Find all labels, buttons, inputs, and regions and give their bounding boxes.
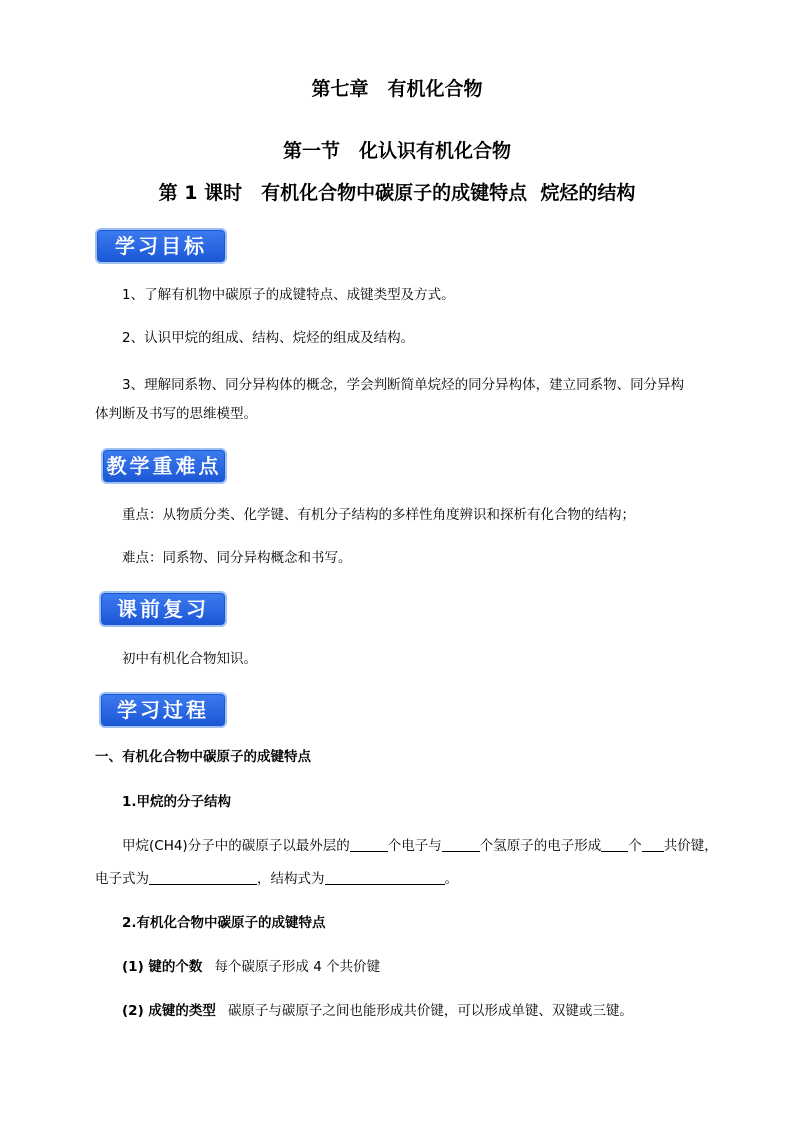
section-title: 第一节 化认识有机化合物 (282, 140, 511, 162)
key-points-label: 教学重难点 (101, 448, 227, 484)
process-heading-1: 一、有机化合物中碳原子的成键特点 (95, 749, 311, 765)
review-label: 课前复习 (99, 591, 227, 627)
blank-bond-type[interactable] (642, 837, 664, 852)
goal-item-3: 3、理解同系物、同分异构体的概念，学会判断简单烷烃的同分异构体，建立同系物、同分异构 (122, 377, 685, 393)
goal-item-2: 2、认识甲烷的组成、结构、烷烃的组成及结构。 (122, 330, 415, 346)
blank-electrons[interactable] (350, 837, 388, 852)
methane-text-7: ，结构式为 (257, 871, 325, 887)
methane-text-4: 个 (628, 838, 642, 854)
process-label: 学习过程 (99, 692, 227, 728)
methane-text-6: 电子式为 (95, 871, 149, 887)
bond-type-text: 碳原子与碳原子之间也能形成共价键，可以形成单键、双键或三键。 (227, 1003, 633, 1019)
bond-type-label: (2) 成键的类型 (122, 1003, 216, 1019)
goals-label: 学习目标 (95, 228, 227, 264)
review-text: 初中有机化合物知识。 (122, 651, 257, 667)
chapter-title: 第七章 有机化合物 (311, 78, 483, 100)
process-sub-2: 2.有机化合物中碳原子的成键特点 (122, 915, 326, 931)
methane-line-2 (95, 869, 458, 889)
difficult-point: 难点：同系物、同分异构概念和书写。 (122, 550, 352, 566)
blank-hydrogen-count[interactable] (442, 837, 480, 852)
bond-count-item (122, 957, 380, 977)
blank-bond-count[interactable] (601, 837, 628, 852)
lesson-title: 第 1 课时 有机化合物中碳原子的成键特点 烷烃的结构 (158, 182, 636, 204)
methane-line-1 (122, 836, 718, 856)
methane-text-5: 共价键， (663, 838, 718, 854)
blank-electron-formula[interactable] (149, 870, 257, 885)
process-sub-1: 1.甲烷的分子结构 (122, 794, 232, 810)
goal-item-1: 1、了解有机物中碳原子的成键特点、成键类型及方式。 (122, 287, 455, 303)
methane-text-2: 个电子与 (387, 838, 442, 854)
methane-text-3: 个氢原子的电子形成 (479, 838, 602, 854)
methane-text-8: 。 (444, 871, 458, 887)
methane-text-1: 甲烷(CH4)分子中的碳原子以最外层的 (122, 838, 350, 854)
goal-item-3-cont: 体判断及书写的思维模型。 (95, 406, 257, 422)
bond-count-text: 每个碳原子形成 4 个共价键 (214, 959, 381, 975)
bond-type-item (122, 1001, 633, 1021)
blank-structural-formula[interactable] (325, 870, 445, 885)
important-point: 重点：从物质分类、化学键、有机分子结构的多样性角度辨识和探析有化合物的结构； (122, 507, 635, 523)
bond-count-label: (1) 键的个数 (122, 959, 203, 975)
